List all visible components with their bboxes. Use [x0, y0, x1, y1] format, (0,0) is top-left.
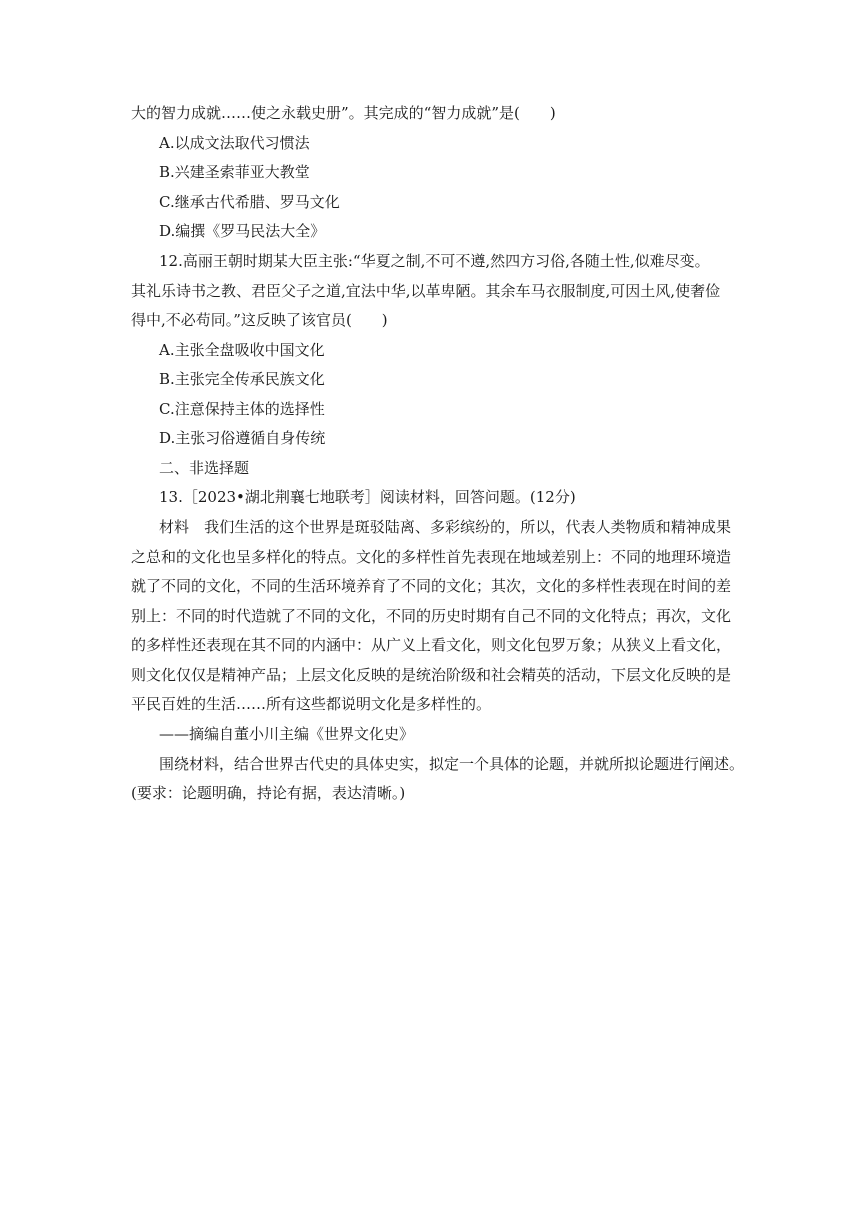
q13-material-line-6: 则文化仅仅是精神产品；上层文化反映的是统治阶级和社会精英的活动，下层文化反映的是: [131, 666, 732, 684]
q12-option-c: C.注意保持主体的选择性: [159, 400, 325, 418]
q13-instruction-line-2: (要求：论题明确，持论有据，表达清晰。): [131, 784, 406, 802]
q11-option-c: C.继承古代希腊、罗马文化: [159, 193, 340, 211]
q12-stem-line-2: 其礼乐诗书之教、君臣父子之道,宜法中华,以革卑陋。其余车马衣服制度,可因土风,使奢俭: [131, 282, 721, 300]
q13-source: ——摘编自董小川主编《世界文化史》: [159, 725, 415, 743]
q13-material-line-3: 就了不同的文化，不同的生活环境养育了不同的文化；其次，文化的多样性表现在时间的差: [131, 577, 732, 595]
q12-option-a: A.主张全盘吸收中国文化: [159, 341, 325, 359]
q13-instruction-line-1: 围绕材料，结合世界古代史的具体史实，拟定一个具体的论题，并就所拟论题进行阐述。: [159, 755, 745, 773]
q13-material-line-4: 别上：不同的时代造就了不同的文化，不同的历史时期有自己不同的文化特点；再次，文化: [131, 607, 732, 625]
q12-option-b: B.主张完全传承民族文化: [159, 370, 325, 388]
q13-header: 13.［2023•湖北荆襄七地联考］阅读材料，回答问题。(12分): [159, 488, 576, 506]
section-heading: 二、非选择题: [159, 459, 250, 477]
q13-material-line-1: 材料 我们生活的这个世界是斑驳陆离、多彩缤纷的，所以，代表人类物质和精神成果: [159, 518, 731, 536]
q13-material-line-7: 平民百姓的生活……所有这些都说明文化是多样性的。: [131, 695, 492, 713]
q11-option-b: B.兴建圣索菲亚大教堂: [159, 163, 310, 181]
q12-stem-line-1: 12.高丽王朝时期某大臣主张:“华夏之制,不可不遵,然四方习俗,各随土性,似难尽变。: [159, 252, 710, 270]
q12-option-d: D.主张习俗遵循自身传统: [159, 429, 326, 447]
q13-material-line-5: 的多样性还表现在其不同的内涵中：从广义上看文化，则文化包罗万象；从狭义上看文化，: [131, 636, 732, 654]
q12-stem-line-3: 得中,不必苟同。”这反映了该官员( ): [131, 311, 388, 329]
q11-option-d: D.编撰《罗马民法大全》: [159, 222, 326, 240]
q13-material-line-2: 之总和的文化也呈多样化的特点。文化的多样性首先表现在地域差别上：不同的地理环境造: [131, 548, 732, 566]
q11-stem-tail: 大的智力成就……使之永载史册”。其完成的“智力成就”是( ): [131, 104, 556, 122]
q11-option-a: A.以成文法取代习惯法: [159, 134, 310, 152]
